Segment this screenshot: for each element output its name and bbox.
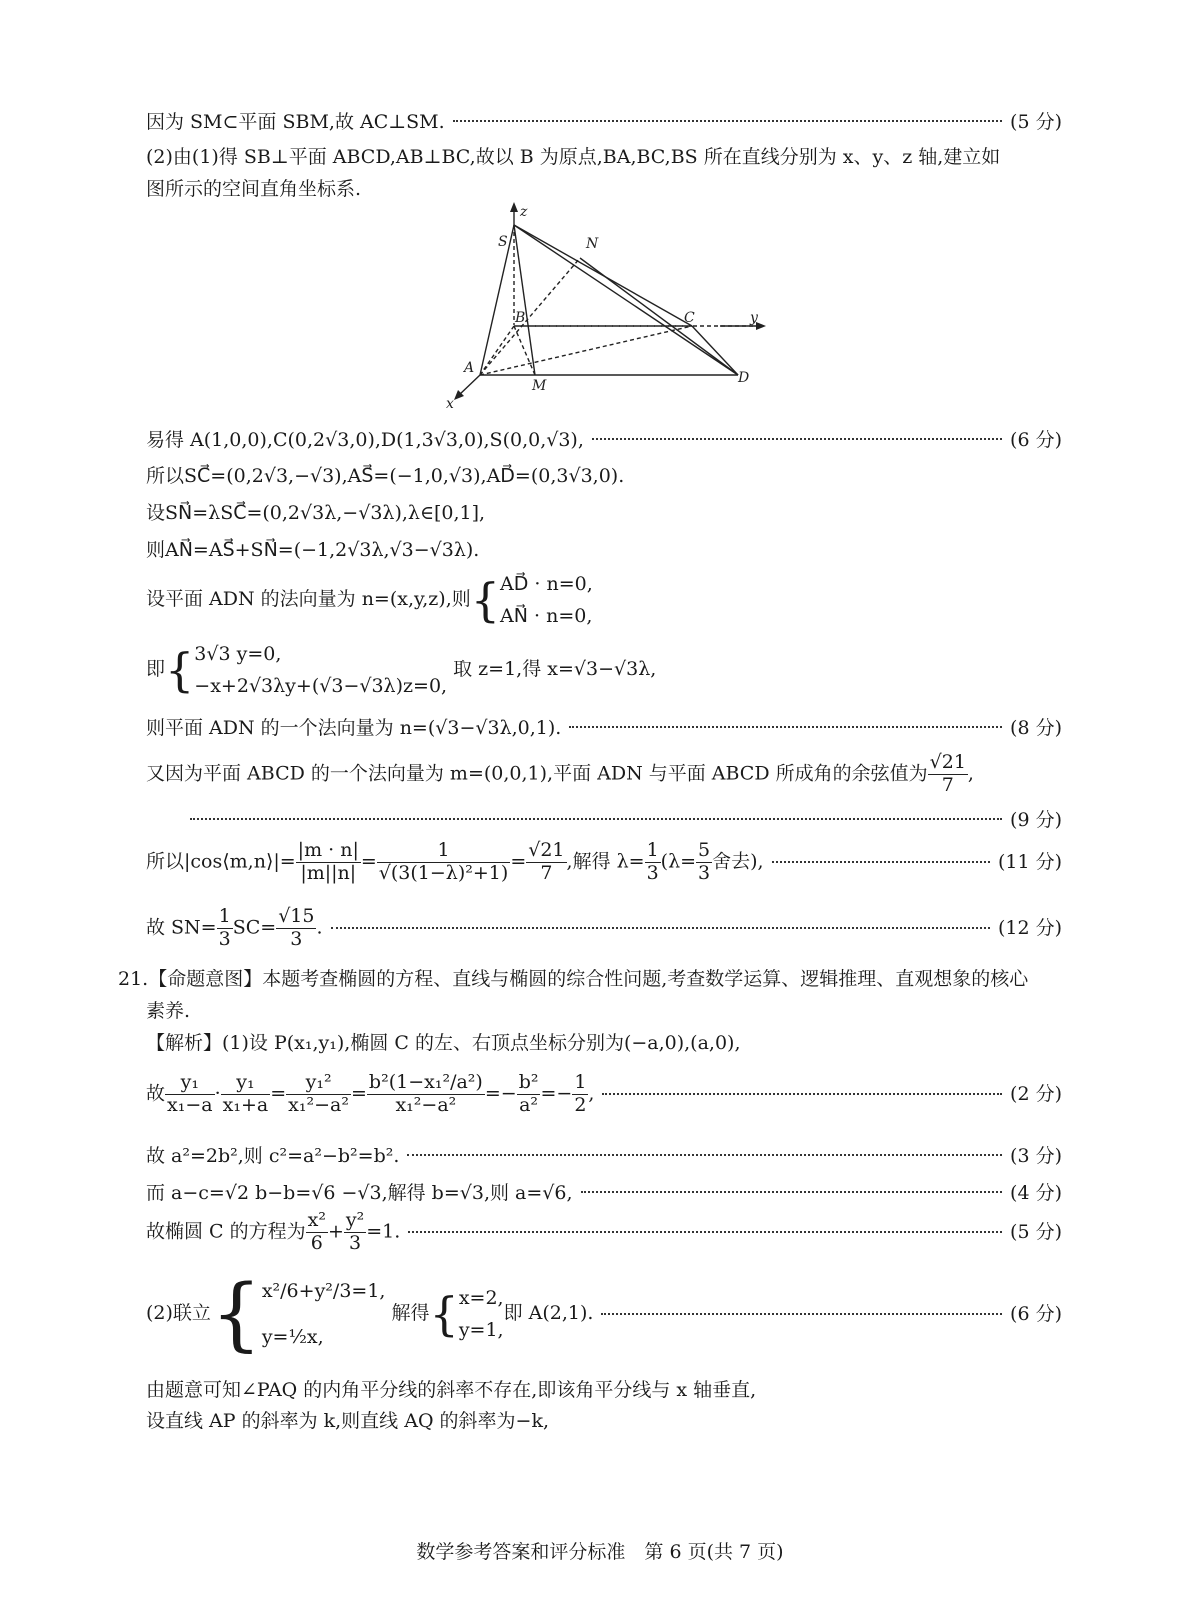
label-y: y — [750, 310, 758, 326]
label-A: A — [464, 360, 475, 376]
fraction: $\frac{1}{2}$ — [574, 1071, 587, 1116]
fraction: $\frac{1}{3}$ — [218, 905, 231, 950]
score: (6 分) — [1010, 429, 1062, 451]
text: 故 a²=2b²,则 c²=a²−b²=b². — [146, 1145, 400, 1167]
leader-dots — [331, 927, 990, 929]
text: 即 — [146, 658, 166, 680]
fraction: $\frac{\text{y²}}{3}$ — [345, 1209, 365, 1254]
line-5: 所以SC⃗=(0,2√3,−√3),AS⃗=(−1,0,√3),AD⃗=(0,3√3,0). — [146, 465, 625, 487]
fraction: $\frac{\text{b²}}{\text{a²}}$ — [518, 1071, 539, 1116]
line-3: 图所示的空间直角坐标系. — [146, 178, 362, 200]
line-24: 设直线 AP 的斜率为 k,则直线 AQ 的斜率为−k, — [146, 1410, 550, 1432]
line-21: 故椭圆 C 的方程为 $\frac{\text{x²}}{6}$ + $\frac{\text{y²}}{3}$ =1. (5 分) — [146, 1209, 1062, 1254]
x-axis — [458, 375, 480, 396]
line-20 — [146, 1180, 1062, 1206]
brace-icon: { — [210, 1267, 262, 1360]
line-12 — [190, 807, 1062, 833]
score: (9 分) — [1010, 809, 1062, 831]
label-x: x — [446, 396, 454, 412]
leader-dots — [453, 120, 1002, 122]
leader-dots — [407, 1154, 1002, 1156]
equation-system: 3√3 y=0, −x+2√3λy+(√3−√3λ)z=0, — [194, 643, 448, 697]
brace-icon: { — [429, 1287, 459, 1341]
line-19 — [146, 1143, 1062, 1169]
line-23: 由题意可知∠PAQ 的内角平分线的斜率不存在,即该角平分线与 x 轴垂直, — [146, 1379, 757, 1401]
fraction: $\frac{\text{b²(1−x₁²/a²)}}{\text{x₁²−a²}}$ — [368, 1071, 483, 1116]
label-z: z — [520, 204, 528, 220]
text: 易得 A(1,0,0),C(0,2√3,0),D(1,3√3,0),S(0,0,√3), — [146, 429, 584, 451]
score: (8 分) — [1010, 717, 1062, 739]
equation-system: x=2, y=1, — [458, 1287, 504, 1341]
leader-dots — [592, 438, 1002, 440]
label-C: C — [684, 310, 695, 326]
z-arrow-icon — [510, 202, 518, 212]
score: (2 分) — [1010, 1083, 1062, 1106]
line-15: 21.【命题意图】本题考查椭圆的方程、直线与椭圆的综合性问题,考查数学运算、逻辑推理、直观想象的核心 — [118, 968, 1029, 990]
leader-dots — [569, 726, 1002, 728]
fraction: $\frac{√15}{3}$ — [278, 905, 315, 950]
line-7: 则AN⃗=AS⃗+SN⃗=(−1,2√3λ,√3−√3λ). — [146, 539, 480, 561]
fraction: $\frac{|m \cdot n|}{|m||n|}$ — [297, 839, 359, 884]
label-N: N — [586, 236, 599, 252]
equation-system: x²/6+y²/3=1, y=½x, — [261, 1280, 386, 1348]
leader-dots — [408, 1231, 1002, 1233]
fraction: $\frac{1}{\text{√(3(1−λ)²+1)}}$ — [378, 839, 509, 884]
line-8 — [146, 568, 1062, 632]
score: (3 分) — [1010, 1145, 1062, 1167]
line-1 — [146, 109, 1062, 135]
text: 设平面 ADN 的法向量为 n=(x,y,z),则 — [146, 588, 471, 610]
score: (4 分) — [1010, 1182, 1062, 1204]
text: 则平面 ADN 的一个法向量为 n=(√3−√3λ,0,1). — [146, 717, 562, 739]
leader-dots — [190, 818, 1002, 820]
line-22: (2)联立{ x²/6+y²/3=1, y=½x, 解得{ x=2, y=1, 即 A(2,1). (6 分) — [146, 1267, 1062, 1360]
label-S: S — [498, 234, 508, 250]
text: 取 z=1,得 x=√3−√3λ, — [453, 658, 657, 680]
leader-dots — [581, 1191, 1003, 1193]
brace-icon: { — [470, 573, 501, 627]
line-14: 故 SN= $\frac{1}{3}$ SC= $\frac{√15}{3}$ . (12 分) — [146, 905, 1062, 950]
line-18: 故 $\frac{\text{y₁}}{\text{x₁−a}}$ · $\frac{\text{y₁}}{\text{x₁+a}}$ = $\frac{\text{y₁²}}{\text{x₁²−a²}}$ = $\frac{\text{b²(1−x₁²/a²)}}{\text{x₁²−a²}}$ =− $\frac{\text{b²}}{\text{a²}}$ =− $\frac{1}{2}$ , (2 分) — [146, 1071, 1062, 1116]
line-6: 设SN⃗=λSC⃗=(0,2√3λ,−√3λ),λ∈[0,1], — [146, 502, 486, 524]
line-10 — [146, 715, 1062, 741]
fraction: $\frac{5}{3}$ — [698, 839, 711, 884]
fraction: $\frac{\text{y₁}}{\text{x₁−a}}$ — [167, 1071, 213, 1116]
score: (11 分) — [997, 851, 1062, 874]
page-footer: 数学参考答案和评分标准 第 6 页(共 7 页) — [416, 1541, 784, 1563]
fraction: $\frac{√21}{7}$ — [929, 751, 966, 796]
line-2: (2)由(1)得 SB⊥平面 ABCD,AB⊥BC,故以 B 为原点,BA,BC,BS 所在直线分别为 x、y、z 轴,建立如 — [146, 146, 1001, 168]
fraction: $\frac{\text{y₁²}}{\text{x₁²−a²}}$ — [288, 1071, 349, 1116]
line-11: 又因为平面 ABCD 的一个法向量为 m=(0,0,1),平面 ADN 与平面 ABCD 所成角的余弦值为 $\frac{√21}{7}$ , — [146, 751, 974, 796]
line-16: 素养. — [146, 1000, 191, 1022]
line-9 — [146, 638, 1062, 702]
fraction: $\frac{1}{3}$ — [646, 839, 659, 884]
line-13: 所以|cos⟨m,n⟩|= $\frac{|m \cdot n|}{|m||n|}$ = $\frac{1}{\text{√(3(1−λ)²+1)}}$ = $\frac{√21}{7}$ ,解得 λ= $\frac{1}{3}$ (λ= $\frac{5}{3}$ 舍去), (11 分) — [146, 839, 1062, 884]
score: (12 分) — [997, 917, 1062, 940]
text: 又因为平面 ABCD 的一个法向量为 m=(0,0,1),平面 ADN 与平面 ABCD 所成角的余弦值为 — [146, 762, 928, 785]
label-D: D — [738, 370, 750, 386]
fraction: $\frac{\text{x²}}{6}$ — [307, 1209, 326, 1254]
leader-dots — [772, 861, 990, 863]
leader-dots — [602, 1093, 1002, 1095]
leader-dots — [601, 1313, 1002, 1315]
coordinate-figure — [430, 200, 770, 415]
brace-icon: { — [165, 643, 195, 697]
label-B: B — [515, 310, 526, 326]
fraction: $\frac{\text{y₁}}{\text{x₁+a}}$ — [222, 1071, 269, 1116]
text: 而 a−c=√2 b−b=√6 −√3,解得 b=√3,则 a=√6, — [146, 1182, 573, 1204]
line-4 — [146, 427, 1062, 453]
equation-system: AD⃗ · n=0, AN⃗ · n=0, — [500, 573, 593, 627]
line-17: 【解析】(1)设 P(x₁,y₁),椭圆 C 的左、右顶点坐标分别为(−a,0),(a,0), — [146, 1032, 741, 1054]
score: (5 分) — [1010, 111, 1062, 133]
label-M: M — [532, 378, 547, 394]
score: (5 分) — [1010, 1221, 1062, 1244]
score: (6 分) — [1010, 1303, 1062, 1325]
text: 因为 SM⊂平面 SBM,故 AC⊥SM. — [146, 111, 445, 133]
fraction: $\frac{√21}{7}$ — [528, 839, 565, 884]
